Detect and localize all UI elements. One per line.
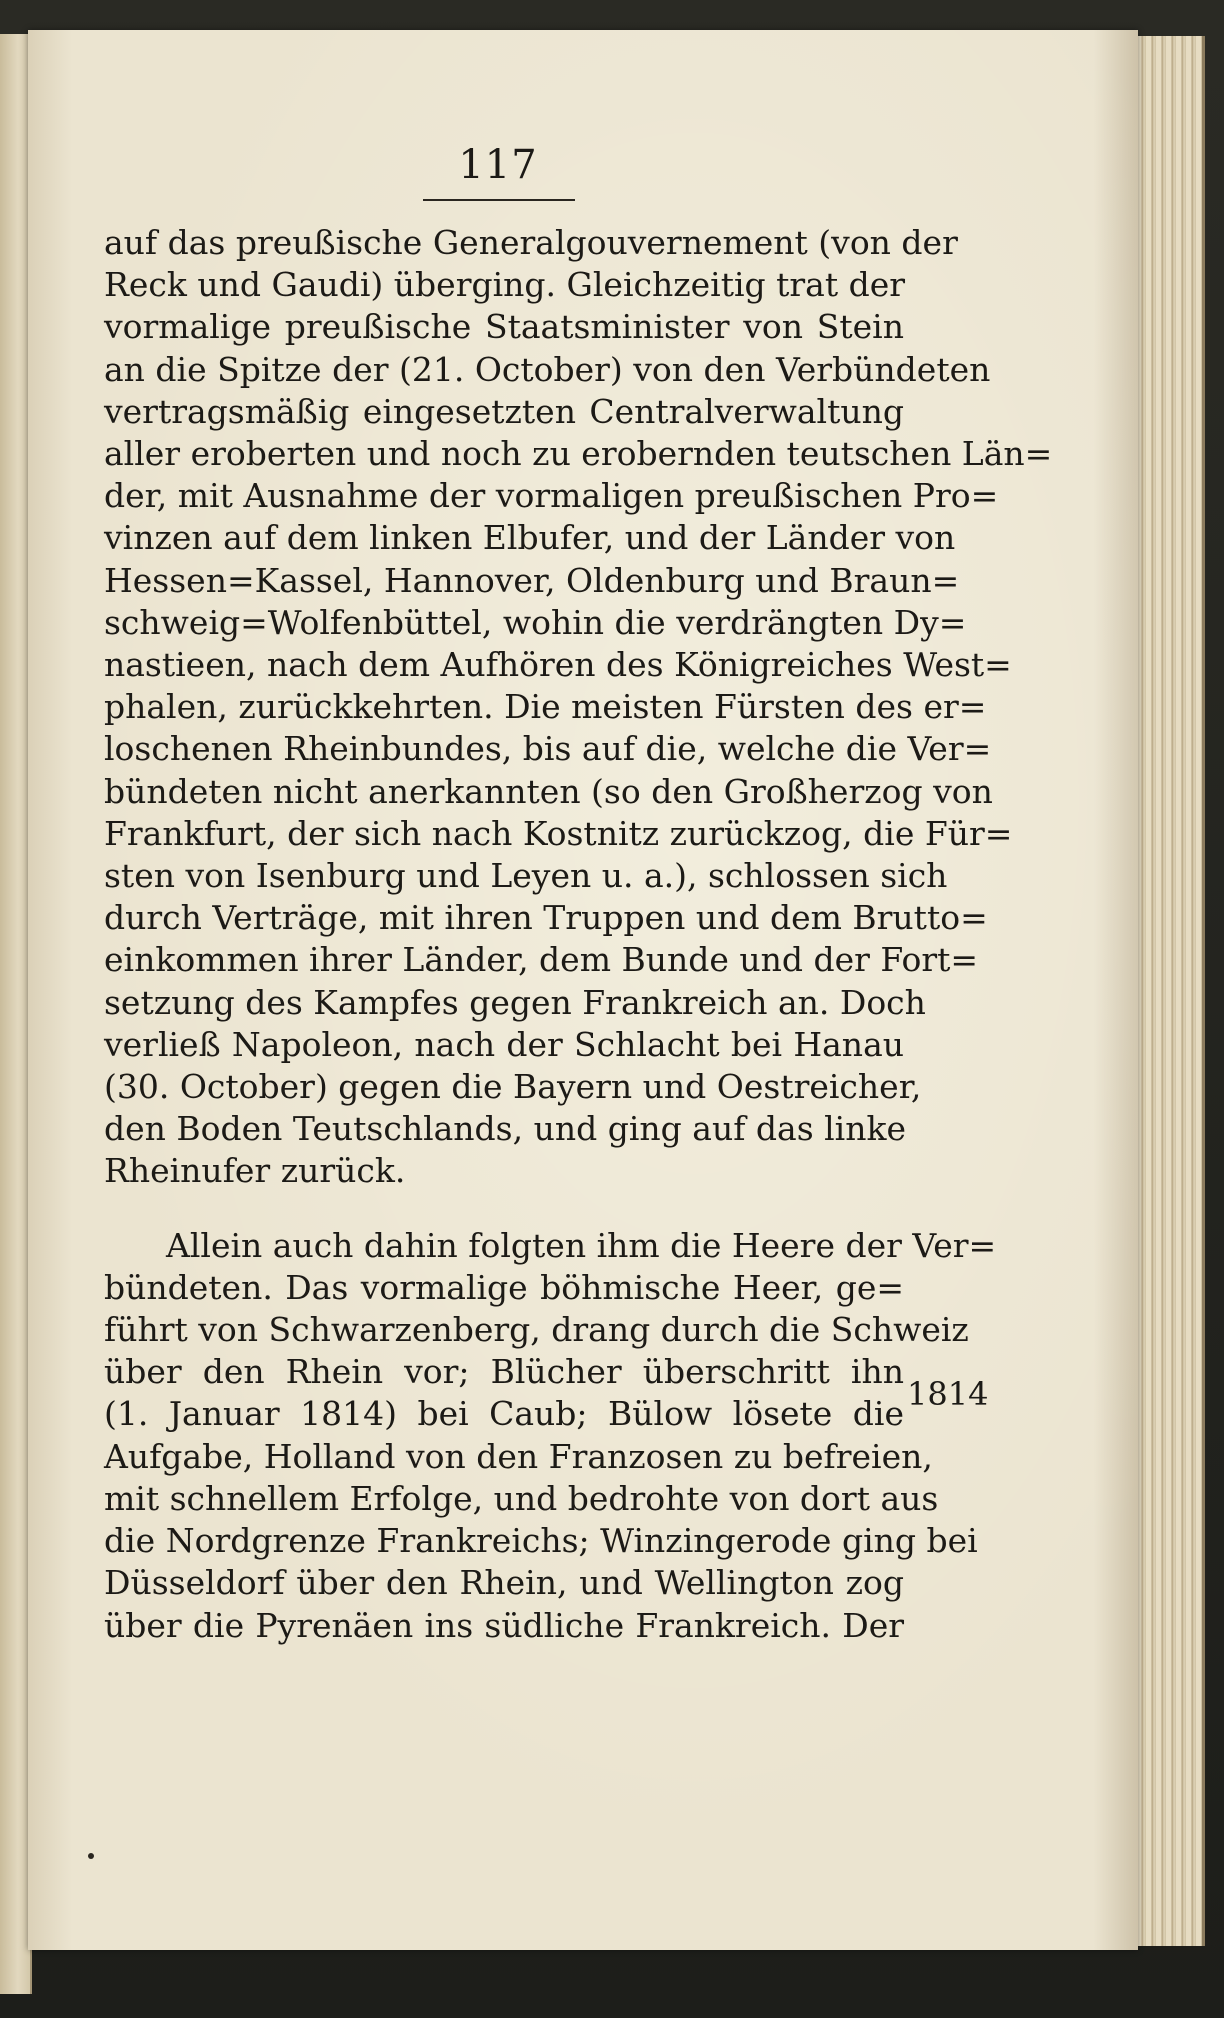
text-line: Düsseldorf über den Rhein, und Wellington zog bbox=[104, 1563, 904, 1603]
text-line: bündeten. Das vormalige böhmische Heer, ge= bbox=[104, 1267, 904, 1307]
text-line: Rheinufer zurück. bbox=[104, 1151, 406, 1191]
text-line: (30. October) gegen die Bayern und Oestreicher, bbox=[104, 1067, 922, 1107]
paragraph-2 bbox=[104, 1225, 997, 1647]
text-line: Frankfurt, der sich nach Kostnitz zurückzog, die Für= bbox=[104, 813, 1013, 853]
text-line: über den Rhein vor; Blücher überschritt ihn bbox=[104, 1352, 904, 1392]
paragraph-1 bbox=[104, 222, 1053, 1193]
body-text bbox=[104, 222, 1053, 1647]
text-line: den Boden Teutschlands, und ging auf das linke bbox=[104, 1109, 907, 1149]
text-line: führt von Schwarzenberg, drang durch die Schweiz bbox=[104, 1310, 969, 1350]
text-line: durch Verträge, mit ihren Truppen und dem Brutto= bbox=[104, 898, 988, 938]
text-line: vertragsmäßig eingesetzten Centralverwaltung bbox=[104, 391, 904, 431]
text-line: Allein auch dahin folgten ihm die Heere der Ver= bbox=[166, 1225, 997, 1265]
text-line: setzung des Kampfes gegen Frankreich an. Doch bbox=[104, 982, 926, 1022]
page-number: 117 bbox=[458, 142, 538, 188]
text-line: vinzen auf dem linken Elbufer, und der Länder von bbox=[104, 518, 956, 558]
text-line: nastieen, nach dem Aufhören des Königreiches West= bbox=[104, 645, 1012, 685]
text-line: aller eroberten und noch zu erobernden teutschen Län= bbox=[104, 434, 1053, 474]
text-line: der, mit Ausnahme der vormaligen preußischen Pro= bbox=[104, 476, 999, 516]
text-line: die Nordgrenze Frankreichs; Winzingerode ging bei bbox=[104, 1521, 978, 1561]
text-line: Hessen=Kassel, Hannover, Oldenburg und Braun= bbox=[104, 560, 960, 600]
text-line: vormalige preußische Staatsminister von Stein bbox=[104, 307, 904, 347]
text-line: Reck und Gaudi) überging. Gleichzeitig trat der bbox=[104, 265, 906, 305]
text-line: loschenen Rheinbundes, bis auf die, welche die Ver= bbox=[104, 729, 992, 769]
text-line: mit schnellem Erfolge, und bedrohte von dort aus bbox=[104, 1478, 939, 1518]
text-line: (1. Januar 1814) bei Caub; Bülow lösete die bbox=[104, 1394, 904, 1434]
text-line: an die Spitze der (21. October) von den Verbündeten bbox=[104, 349, 991, 389]
text-line: auf das preußische Generalgouvernement (von der bbox=[104, 223, 958, 262]
margin-year-note: 1814 bbox=[907, 1375, 989, 1413]
text-line: verließ Napoleon, nach der Schlacht bei Hanau bbox=[104, 1024, 904, 1064]
text-line: über die Pyrenäen ins südliche Frankreich. Der bbox=[104, 1605, 904, 1645]
page-stack-edge bbox=[1136, 36, 1205, 1946]
text-line: Aufgabe, Holland von den Franzosen zu befreien, bbox=[104, 1436, 933, 1476]
text-line: sten von Isenburg und Leyen u. a.), schlossen sich bbox=[104, 856, 948, 896]
header-rule bbox=[423, 199, 575, 201]
paper-speck bbox=[88, 1853, 94, 1859]
text-line: schweig=Wolfenbüttel, wohin die verdrängten Dy= bbox=[104, 602, 967, 642]
text-line: phalen, zurückkehrten. Die meisten Fürsten des er= bbox=[104, 687, 987, 727]
text-line: einkommen ihrer Länder, dem Bunde und der Fort= bbox=[104, 940, 979, 980]
text-line: bündeten nicht anerkannten (so den Großherzog von bbox=[104, 771, 993, 811]
